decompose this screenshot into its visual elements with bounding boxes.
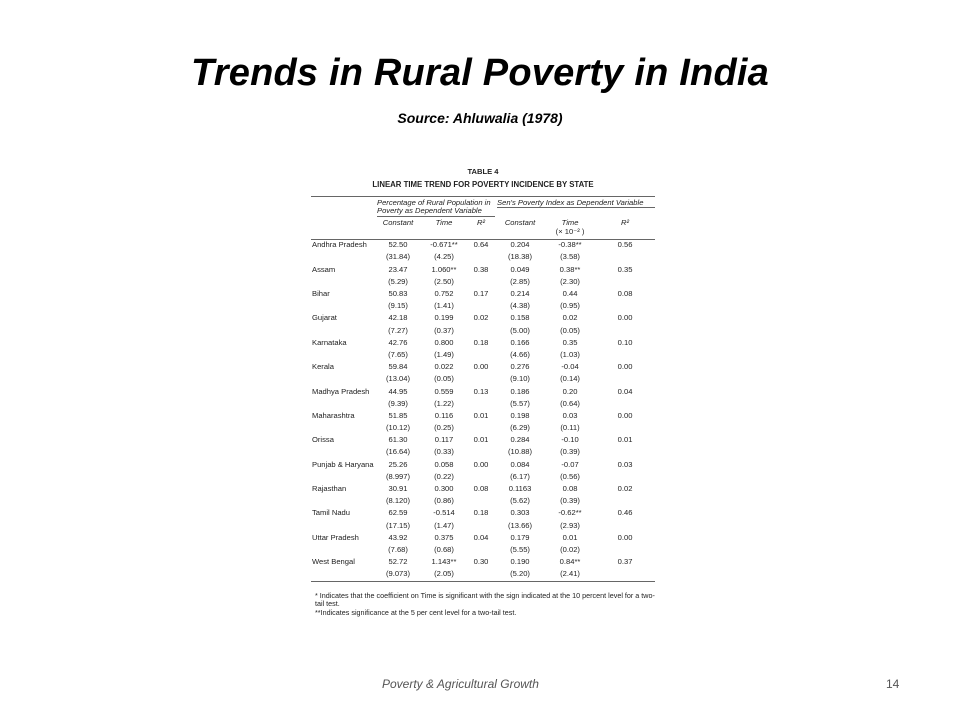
table-label: TABLE 4 (467, 167, 499, 176)
constant-se-cell: (10.12) (385, 423, 411, 433)
time-cell: 0.116 (434, 410, 454, 420)
sen-constant-se-cell: (6.17) (510, 471, 530, 481)
sen-time-cell: -0.38** (558, 240, 582, 250)
sen-constant-se-cell: (5.20) (495, 569, 545, 582)
time-cell: 0.058 (434, 459, 454, 469)
table-row-se (311, 398, 655, 410)
state-cell: Bihar (312, 289, 330, 299)
time-cell: -0.671** (430, 240, 458, 250)
table-row-se (311, 520, 655, 532)
sen-time-cell: 0.01 (562, 532, 578, 542)
state-cell: Karnataka (312, 337, 347, 347)
group-header-sen-index: Sen's Poverty Index as Dependent Variable (497, 199, 655, 209)
sen-constant-cell: 0.214 (510, 289, 530, 299)
sen-time-cell: -0.04 (561, 362, 579, 372)
table-row (311, 532, 655, 544)
table-row-se (311, 569, 655, 582)
constant-cell: 52.72 (388, 557, 408, 567)
constant-se-cell: (9.39) (388, 398, 408, 408)
constant-cell: 30.91 (388, 484, 408, 494)
table-row (311, 556, 655, 568)
sen-constant-cell: 0.303 (510, 508, 530, 518)
table-row (311, 410, 655, 422)
r2-cell: 0.38 (473, 264, 489, 274)
table-row-se (311, 544, 655, 556)
time-se-cell: (2.50) (434, 276, 454, 286)
time-se-cell: (2.05) (421, 569, 467, 582)
table-row-se (311, 276, 655, 288)
table-row (311, 313, 655, 325)
state-cell: Madhya Pradesh (312, 386, 370, 396)
time-se-cell: (1.47) (434, 520, 454, 530)
time-cell: 0.752 (434, 289, 454, 299)
sen-time-se-cell: (0.56) (560, 471, 580, 481)
sen-constant-se-cell: (13.66) (508, 520, 533, 530)
table-row (311, 508, 655, 520)
sen-constant-se-cell: (5.57) (510, 398, 530, 408)
sen-constant-se-cell: (5.00) (510, 325, 530, 335)
sen-time-cell: -0.10 (561, 435, 579, 445)
constant-se-cell: (16.64) (385, 447, 411, 457)
state-cell: Assam (312, 264, 336, 274)
sen-constant-cell: 0.166 (510, 337, 530, 347)
table-notes (311, 592, 655, 618)
time-se-cell: (0.86) (434, 496, 454, 506)
sen-constant-cell: 0.204 (510, 240, 530, 250)
table-row-se (311, 495, 655, 507)
sen-r2-cell: 0.37 (617, 557, 633, 567)
r2-cell: 0.17 (473, 289, 489, 299)
table-row-se (311, 300, 655, 312)
time-se-cell: (0.05) (434, 374, 454, 384)
sen-r2-cell: 0.00 (617, 532, 633, 542)
col-header-r2: R² (467, 217, 495, 239)
time-se-cell: (0.68) (434, 544, 454, 554)
constant-cell: 59.84 (388, 362, 408, 372)
time-cell: 0.117 (434, 435, 454, 445)
sen-constant-se-cell: (2.85) (510, 276, 530, 286)
slide-title: Trends in Rural Poverty in India (191, 52, 769, 94)
time-cell: -0.514 (433, 508, 455, 518)
sen-time-cell: -0.62** (558, 508, 582, 518)
sen-time-se-cell: (0.95) (560, 301, 580, 311)
state-cell: Gujarat (312, 313, 337, 323)
constant-cell: 23.47 (388, 264, 408, 274)
sen-time-se-cell: (0.14) (560, 374, 580, 384)
time-se-cell: (1.22) (434, 398, 454, 408)
sen-time-se-cell: (1.03) (560, 349, 580, 359)
constant-se-cell: (7.65) (388, 349, 408, 359)
constant-cell: 25.26 (388, 459, 408, 469)
page-number: 14 (886, 677, 900, 691)
table-row (311, 264, 655, 276)
state-cell: Orissa (312, 435, 334, 445)
time-cell: 0.375 (434, 532, 454, 542)
sen-time-cell: -0.07 (561, 459, 579, 469)
table-note-1: * Indicates that the coefficient on Time is significant with the sign indicated at the 10 percent level for a two-tail test. (315, 590, 655, 609)
time-se-cell: (0.33) (434, 447, 454, 457)
sen-constant-cell: 0.179 (510, 532, 530, 542)
sen-r2-cell: 0.08 (617, 289, 633, 299)
sen-constant-cell: 0.276 (510, 362, 530, 372)
r2-cell: 0.01 (473, 435, 489, 445)
sen-r2-cell: 0.00 (617, 313, 633, 323)
sen-constant-se-cell: (10.88) (508, 447, 533, 457)
sen-constant-cell: 0.084 (510, 459, 530, 469)
constant-se-cell: (9.073) (375, 569, 421, 582)
table-row-se (311, 447, 655, 459)
sen-time-cell: 0.38** (559, 264, 581, 274)
r2-cell: 0.01 (473, 410, 489, 420)
footer-text: Poverty & Agricultural Growth (382, 677, 539, 691)
state-cell: Punjab & Haryana (312, 459, 374, 469)
sen-constant-se-cell: (18.38) (508, 252, 533, 262)
table-row (311, 239, 655, 252)
sen-constant-cell: 0.158 (510, 313, 530, 323)
time-cell: 1.143** (431, 557, 457, 567)
table-image (311, 168, 655, 618)
table-row (311, 361, 655, 373)
state-cell: West Bengal (312, 557, 355, 567)
col-header-r2-2: R² (595, 217, 655, 239)
sen-r2-cell: 0.00 (617, 410, 633, 420)
time-se-cell: (1.49) (434, 349, 454, 359)
r2-cell: 0.00 (473, 362, 489, 372)
state-cell: Rajasthan (312, 484, 347, 494)
r2-cell: 0.04 (473, 532, 489, 542)
sen-constant-cell: 0.198 (510, 410, 530, 420)
col-header-constant-2: Constant (495, 217, 545, 239)
r2-cell: 0.02 (473, 313, 489, 323)
table-row (311, 337, 655, 349)
table-body (311, 239, 655, 581)
sen-time-cell: 0.44 (562, 289, 578, 299)
sen-time-cell: 0.03 (562, 410, 578, 420)
constant-se-cell: (7.68) (388, 544, 408, 554)
table-row-se (311, 374, 655, 386)
constant-se-cell: (31.84) (385, 252, 411, 262)
table-row-se (311, 252, 655, 264)
sen-time-se-cell: (0.39) (560, 496, 580, 506)
table-row-se (311, 325, 655, 337)
state-cell: Andhra Pradesh (312, 240, 367, 250)
sen-time-se-cell: (0.11) (560, 423, 580, 433)
sen-constant-cell: 0.186 (510, 386, 530, 396)
state-cell: Uttar Pradesh (312, 532, 359, 542)
sen-time-cell: 0.20 (562, 386, 578, 396)
table-row (311, 435, 655, 447)
table-row (311, 288, 655, 300)
sen-r2-cell: 0.35 (617, 264, 633, 274)
sen-time-cell: 0.08 (562, 484, 578, 494)
sen-constant-cell: 0.1163 (508, 484, 532, 494)
constant-cell: 42.76 (388, 337, 408, 347)
sen-r2-cell: 0.00 (617, 362, 633, 372)
sen-time-se-cell: (2.93) (560, 520, 580, 530)
sen-constant-se-cell: (9.10) (510, 374, 530, 384)
sen-constant-cell: 0.284 (510, 435, 530, 445)
group-header-rural-population: Percentage of Rural Population in Poverty as Dependent Variable (377, 199, 495, 217)
sen-r2-cell: 0.03 (617, 459, 633, 469)
constant-se-cell: (8.997) (385, 471, 411, 481)
sen-constant-se-cell: (4.38) (510, 301, 530, 311)
sen-time-cell: 0.35 (562, 337, 578, 347)
time-se-cell: (1.41) (434, 301, 454, 311)
r2-cell: 0.00 (473, 459, 489, 469)
constant-cell: 43.92 (388, 532, 408, 542)
state-cell: Maharashtra (312, 410, 355, 420)
constant-cell: 52.50 (388, 240, 408, 250)
sen-time-se-cell: (0.05) (560, 325, 580, 335)
col-header-time-scale: (× 10⁻² ) (555, 226, 585, 236)
time-cell: 0.300 (434, 484, 454, 494)
sen-r2-cell: 0.01 (617, 435, 633, 445)
r2-cell: 0.08 (473, 484, 489, 494)
time-cell: 0.022 (434, 362, 454, 372)
r2-cell: 0.30 (473, 557, 489, 567)
slide-subtitle: Source: Ahluwalia (1978) (397, 110, 563, 126)
time-cell: 0.800 (434, 337, 454, 347)
time-cell: 1.060** (431, 264, 457, 274)
table-note-2: **Indicates significance at the 5 per cent level for a two-tail test. (315, 608, 517, 618)
constant-cell: 61.30 (388, 435, 408, 445)
time-cell: 0.559 (434, 386, 454, 396)
constant-cell: 62.59 (388, 508, 408, 518)
sen-r2-cell: 0.46 (617, 508, 633, 518)
r2-cell: 0.13 (473, 386, 489, 396)
state-cell: Tamil Nadu (312, 508, 350, 518)
time-se-cell: (4.25) (434, 252, 454, 262)
sen-time-se-cell: (0.02) (560, 544, 580, 554)
col-header-constant: Constant (375, 217, 421, 239)
constant-cell: 44.95 (388, 386, 408, 396)
r2-cell: 0.18 (473, 337, 489, 347)
constant-cell: 50.83 (388, 289, 408, 299)
sen-time-se-cell: (2.41) (545, 569, 595, 582)
sen-time-se-cell: (3.58) (560, 252, 580, 262)
constant-se-cell: (17.15) (385, 520, 411, 530)
time-se-cell: (0.22) (434, 471, 454, 481)
sen-constant-se-cell: (5.62) (510, 496, 530, 506)
table-row-se (311, 422, 655, 434)
sen-time-cell: 0.84** (559, 557, 581, 567)
state-cell: Kerala (312, 362, 334, 372)
sen-constant-cell: 0.049 (510, 264, 530, 274)
sen-r2-cell: 0.10 (617, 337, 633, 347)
constant-cell: 42.18 (388, 313, 408, 323)
table-row (311, 483, 655, 495)
constant-se-cell: (9.15) (388, 301, 408, 311)
table-title: LINEAR TIME TREND FOR POVERTY INCIDENCE BY STATE (372, 179, 594, 189)
sen-time-cell: 0.02 (562, 313, 578, 323)
sen-time-se-cell: (2.30) (560, 276, 580, 286)
r2-cell: 0.18 (473, 508, 489, 518)
table-row-se (311, 471, 655, 483)
sen-constant-se-cell: (4.66) (510, 349, 530, 359)
time-se-cell: (0.37) (434, 325, 454, 335)
sen-constant-se-cell: (6.29) (510, 423, 530, 433)
constant-se-cell: (7.27) (388, 325, 408, 335)
sen-time-se-cell: (0.64) (560, 398, 580, 408)
poverty-table (311, 196, 655, 582)
sen-constant-se-cell: (5.55) (510, 544, 530, 554)
table-row-se (311, 349, 655, 361)
constant-cell: 51.85 (388, 410, 408, 420)
table-row (311, 386, 655, 398)
sen-r2-cell: 0.04 (617, 386, 633, 396)
time-se-cell: (0.25) (434, 423, 454, 433)
constant-se-cell: (5.29) (388, 276, 408, 286)
constant-se-cell: (13.04) (385, 374, 411, 384)
sen-r2-cell: 0.56 (617, 240, 633, 250)
time-cell: 0.199 (434, 313, 454, 323)
sen-time-se-cell: (0.39) (560, 447, 580, 457)
r2-cell: 0.64 (473, 240, 489, 250)
col-header-time: Time (421, 217, 467, 239)
sen-r2-cell: 0.02 (617, 484, 633, 494)
sen-constant-cell: 0.190 (510, 557, 530, 567)
table-row (311, 459, 655, 471)
col-header-time-2: Time (561, 218, 579, 228)
constant-se-cell: (8.120) (385, 496, 411, 506)
